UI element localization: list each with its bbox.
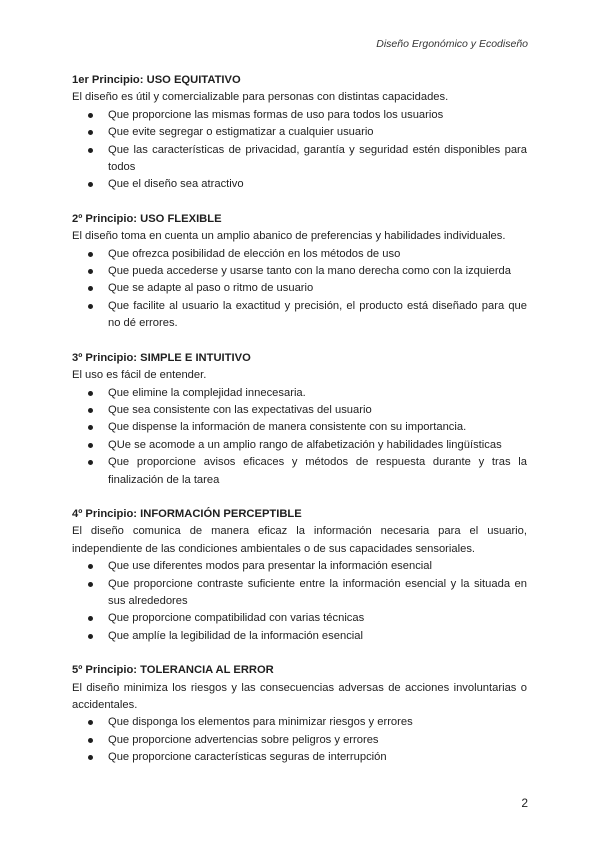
list-item (72, 558, 527, 575)
list-item (72, 176, 527, 193)
list-item-text: Que use diferentes modos para presentar la información esencial (108, 560, 432, 573)
list-item-text: Que ofrezca posibilidad de elección en los métodos de uso (108, 247, 401, 260)
list-item (72, 402, 527, 419)
list-item-text: Que proporcione contraste suficiente entre la información esencial y la situada en sus alrededores (108, 577, 527, 607)
running-header: Diseño Ergonómico y Ecodiseño (376, 38, 528, 50)
section-description: El diseño minimiza los riesgos y las consecuencias adversas de acciones involuntarias o accidentales. (72, 681, 527, 711)
bullet-icon (88, 720, 93, 725)
bullet-icon (88, 443, 93, 448)
principle-section (72, 211, 527, 333)
principle-section (72, 350, 527, 489)
section-heading (72, 211, 527, 228)
list-item (72, 124, 527, 141)
principle-section (72, 662, 527, 766)
list-item-text: Que sea consistente con las expectativas del usuario (108, 403, 372, 416)
list-item-text: Que elimine la complejidad innecesaria. (108, 386, 306, 399)
list-item (72, 628, 527, 645)
bullet-icon (88, 286, 93, 291)
bullet-icon (88, 582, 93, 587)
list-item (72, 454, 527, 489)
section-description: El diseño comunica de manera eficaz la información necesaria para el usuario, independiente de las condiciones ambientales o de sus capacidades sensoriales. (72, 525, 527, 555)
bullet-icon (88, 391, 93, 396)
bullet-list (72, 558, 527, 645)
list-item (72, 246, 527, 263)
list-item (72, 142, 527, 177)
list-item-text: Que amplíe la legibilidad de la información esencial (108, 629, 363, 642)
section-description: El diseño toma en cuenta un amplio abanico de preferencias y habilidades individuales. (72, 230, 506, 243)
list-item (72, 749, 527, 766)
list-item-text: Que el diseño sea atractivo (108, 178, 244, 191)
principle-section (72, 506, 527, 645)
bullet-icon (88, 130, 93, 135)
list-item-text: Que proporcione avisos eficaces y métodos de respuesta durante y tras la finalización de la tarea (108, 456, 527, 486)
list-item-text: Que las características de privacidad, garantía y seguridad estén disponibles para todos (108, 143, 527, 174)
list-item-text: Que proporcione las mismas formas de uso para todos los usuarios (108, 108, 444, 121)
bullet-icon (88, 269, 93, 274)
bullet-icon (88, 616, 93, 621)
section-name: INFORMACIÓN PERCEPTIBLE (140, 507, 302, 520)
list-item (72, 610, 527, 627)
list-item (72, 576, 527, 611)
bullet-icon (88, 634, 93, 639)
list-item (72, 714, 527, 731)
section-description: El uso es fácil de entender. (72, 369, 207, 382)
page-number: 2 (521, 796, 528, 810)
section-name: USO EQUITATIVO (146, 74, 241, 86)
bullet-icon (88, 304, 93, 309)
list-item-text: Que proporcione compatibilidad con varias técnicas (108, 612, 365, 625)
list-item (72, 419, 527, 436)
list-item (72, 385, 527, 402)
list-item-text: Que proporcione advertencias sobre peligros y errores (108, 733, 379, 746)
section-prefix: 2º Principio: (72, 212, 141, 225)
bullet-icon (88, 113, 93, 118)
bullet-icon (88, 425, 93, 430)
bullet-icon (88, 408, 93, 413)
bullet-list (72, 714, 527, 766)
list-item (72, 437, 527, 454)
section-name: SIMPLE E INTUITIVO (140, 351, 251, 364)
section-prefix: 1er Principio: (72, 74, 147, 86)
section-prefix: 4º Principio: (72, 507, 141, 520)
list-item (72, 263, 527, 280)
bullet-icon (88, 182, 93, 187)
bullet-list (72, 107, 527, 194)
list-item-text: Que pueda accederse y usarse tanto con la mano derecha como con la izquierda (108, 265, 511, 278)
bullet-icon (88, 755, 93, 760)
list-item (72, 280, 527, 297)
bullet-list (72, 385, 527, 489)
section-description: El diseño es útil y comercializable para personas con distintas capacidades. (72, 91, 449, 104)
list-item (72, 107, 527, 124)
list-item (72, 298, 527, 333)
section-prefix: 3º Principio: (72, 351, 141, 364)
section-prefix: 5º Principio: (72, 664, 141, 677)
list-item-text: Que se adapte al paso o ritmo de usuario (108, 282, 314, 295)
bullet-icon (88, 148, 93, 153)
section-heading (72, 72, 527, 89)
list-item (72, 732, 527, 749)
bullet-icon (88, 252, 93, 257)
section-heading (72, 506, 527, 523)
section-name: USO FLEXIBLE (140, 212, 222, 225)
list-item-text: Que dispense la información de manera consistente con su importancia. (108, 421, 467, 434)
bullet-list (72, 246, 527, 333)
list-item-text: Que facilite al usuario la exactitud y precisión, el producto está diseñado para que no dé errores. (108, 299, 527, 330)
list-item-text: Que evite segregar o estigmatizar a cualquier usuario (108, 126, 374, 139)
bullet-icon (88, 738, 93, 743)
bullet-icon (88, 564, 93, 569)
list-item-text: Que proporcione características seguras de interrupción (108, 751, 387, 764)
section-heading (72, 662, 527, 679)
bullet-icon (88, 460, 93, 465)
document-body (72, 72, 527, 784)
list-item-text: QUe se acomode a un amplio rango de alfabetización y habilidades lingüísticas (108, 438, 502, 451)
principle-section (72, 72, 527, 194)
list-item-text: Que disponga los elementos para minimizar riesgos y errores (108, 716, 413, 729)
section-name: TOLERANCIA AL ERROR (140, 664, 274, 677)
section-heading (72, 350, 527, 367)
